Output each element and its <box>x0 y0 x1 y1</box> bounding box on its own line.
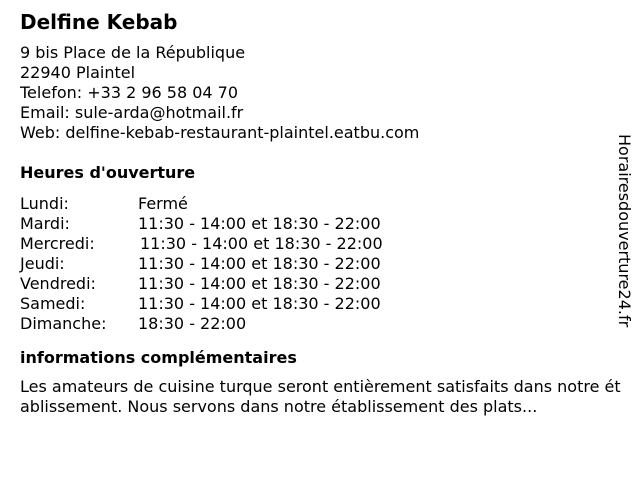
website-line: Web: delfine-kebab-restaurant-plaintel.eatbu.com <box>20 123 420 142</box>
day-label: Mardi: <box>20 214 70 233</box>
opening-hours-table <box>20 194 630 334</box>
hours-row-thursday <box>20 254 630 274</box>
day-hours: 11:30 - 14:00 et 18:30 - 22:00 <box>138 254 381 273</box>
day-hours: Fermé <box>138 194 188 213</box>
day-label: Mercredi: <box>20 234 95 253</box>
address-city: 22940 Plaintel <box>20 63 136 82</box>
hours-row-wednesday <box>20 234 630 254</box>
day-hours: 11:30 - 14:00 et 18:30 - 22:00 <box>138 294 381 313</box>
hours-row-friday <box>20 274 630 294</box>
business-name: Delfine Kebab <box>20 10 178 34</box>
email-line: Email: sule-arda@hotmail.fr <box>20 103 244 122</box>
business-card <box>20 9 630 417</box>
contact-block <box>20 43 630 143</box>
day-hours: 18:30 - 22:00 <box>138 314 247 333</box>
hours-row-saturday <box>20 294 630 314</box>
hours-row-sunday <box>20 314 630 334</box>
address-street: 9 bis Place de la République <box>20 43 246 62</box>
additional-info-text: Les amateurs de cuisine turque seront entièrement satisfaits dans notre établissement. Nous servons dans notre établissement des plats... <box>20 377 621 416</box>
additional-info-heading: informations complémentaires <box>20 348 297 367</box>
day-hours: 11:30 - 14:00 et 18:30 - 22:00 <box>138 274 381 293</box>
day-hours: 11:30 - 14:00 et 18:30 - 22:00 <box>140 234 383 253</box>
hours-row-tuesday <box>20 214 630 234</box>
phone-line: Telefon: +33 2 96 58 04 70 <box>20 83 239 102</box>
opening-hours-heading: Heures d'ouverture <box>20 163 196 182</box>
hours-row-monday <box>20 194 630 214</box>
day-label: Samedi: <box>20 294 86 313</box>
day-hours: 11:30 - 14:00 et 18:30 - 22:00 <box>138 214 381 233</box>
site-watermark: Horairesdouverture24.fr <box>615 134 634 328</box>
day-label: Lundi: <box>20 194 69 213</box>
day-label: Vendredi: <box>20 274 96 293</box>
day-label: Jeudi: <box>20 254 65 273</box>
day-label: Dimanche: <box>20 314 107 333</box>
